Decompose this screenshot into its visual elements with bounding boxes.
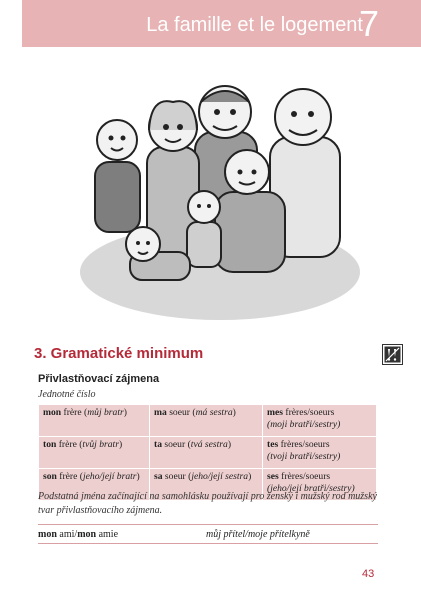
example-french: mon ami/mon amie [38, 529, 119, 540]
grammar-note: Podstatná jména začínající na samohlásku používají pro ženský i mužský rod mužský tvar přivlastňovacího zájmena. [38, 491, 377, 516]
divider [38, 524, 378, 525]
table-cell: ma soeur (má sestra) [150, 405, 263, 437]
subsection-note: Jednotné číslo [38, 389, 96, 400]
table-cell: mon frère (můj bratr) [39, 405, 150, 437]
table-cell: ton frère (tvůj bratr) [39, 437, 150, 469]
grammar-exclamation-icon [382, 344, 403, 365]
family-illustration [75, 72, 365, 322]
table-cell: son frère (jeho/její bratr) [39, 469, 150, 501]
chapter-number: 7 [358, 3, 379, 44]
divider [38, 543, 378, 544]
table-cell: mes frères/soeurs (moji bratři/sestry) [263, 405, 377, 437]
subsection-title: Přivlastňovací zájmena [38, 373, 160, 385]
table-row [39, 405, 377, 437]
table-cell: tes frères/soeurs (tvoji bratři/sestry) [263, 437, 377, 469]
page-number: 43 [362, 568, 375, 580]
section-title: 3. Gramatické minimum [34, 345, 204, 362]
table-row [39, 437, 377, 469]
table-cell: ta soeur (tvá sestra) [150, 437, 263, 469]
table-cell: sa soeur (jeho/její sestra) [150, 469, 263, 501]
table-cell: ses frères/soeurs (jeho/její bratři/sestry) [263, 469, 377, 501]
chapter-header [22, 0, 421, 47]
possessive-pronouns-table [38, 404, 377, 501]
example-czech: můj přítel/moje přítelkyně [206, 529, 310, 540]
chapter-title: La famille et le logement [146, 14, 363, 36]
